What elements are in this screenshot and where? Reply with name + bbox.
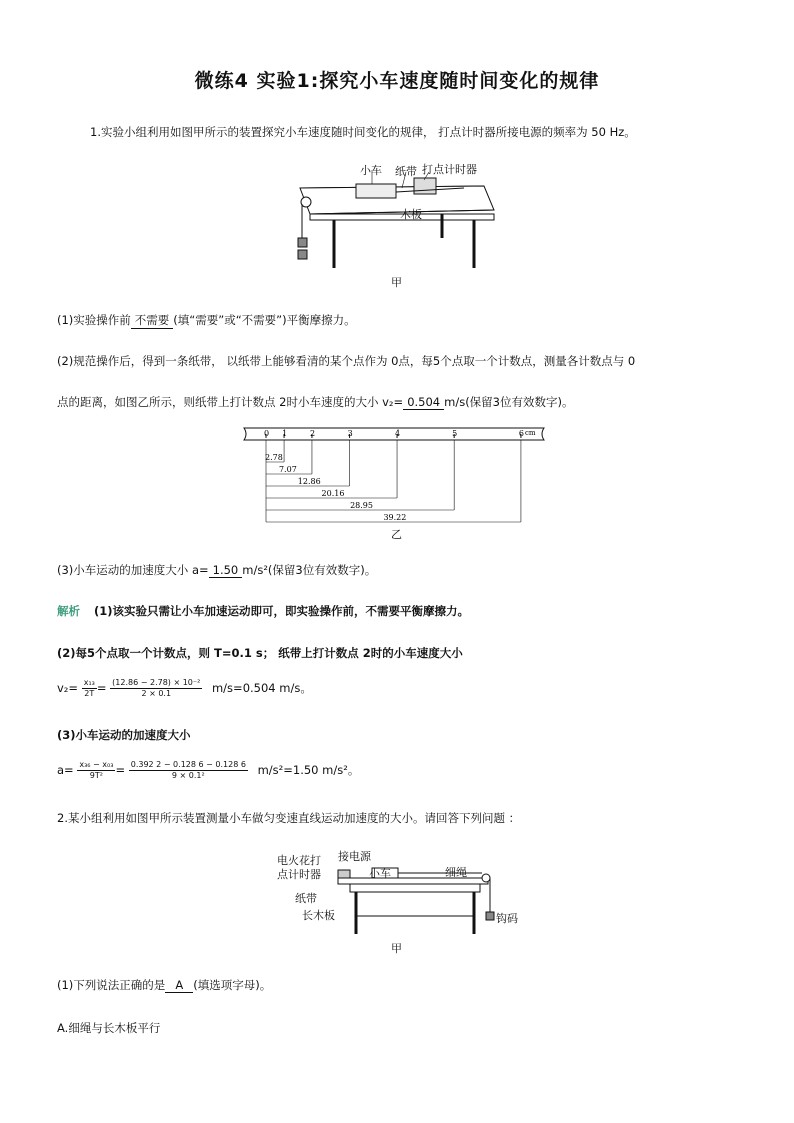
analysis-line3: (3)小车运动的加速度大小 (57, 728, 191, 742)
fig2-caption: 乙 (391, 528, 402, 541)
q1-part3-answer: 1.50 (209, 563, 243, 578)
q1-part2-line2: 点的距离，如图乙所示，则纸带上打计数点 2时小车速度的大小 v₂= 0.504 m/s(保留3位有效数字)。 (57, 395, 574, 409)
tape-tick-label-4: 4 (395, 429, 401, 438)
tape-tick-label-2: 2 (309, 429, 316, 438)
analysis-a-formula: a= $\frac{\text{x₃₆ − x₀₃}}{\text{9T²}}$ = $\frac{0.392 2 - 0.128 6 - 0.128 6}{\text{9 × 0.1²}}$ m/s²=1.50 m/s²。 (57, 760, 360, 780)
fig3-label-rope: 细绳 (445, 866, 467, 879)
analysis-line2: (2)每5个点取一个计数点，则 T=0.1 s； 纸带上打计数点 2时的小车速度大小 (57, 646, 463, 660)
fig3-caption: 甲 (391, 942, 402, 955)
analysis-line1: 解析 (1)该实验只需让小车加速运动即可，即实验操作前，不需要平衡摩擦力。 (57, 604, 470, 618)
q1-part2-line1: (2)规范操作后，得到一条纸带， 以纸带上能够看清的某个点作为 0点，每5个点取一个计数点，测量各计数点与 0 (57, 354, 636, 368)
q2-part1: (1)下列说法正确的是 A (填选项字母)。 (57, 978, 272, 992)
q1-part1: (1)实验操作前 不需要 (填“需要”或“不需要”)平衡摩擦力。 (57, 313, 356, 327)
page-title: 微练4 实验1:探究小车速度随时间变化的规律 (194, 70, 600, 92)
analysis-tag: 解析 (57, 604, 80, 618)
fig3-label-power: 接电源 (338, 850, 371, 863)
tape-dimension-label-5: 28.95 (350, 501, 373, 510)
fig3-label-board: 长木板 (302, 909, 335, 922)
fig1-label-board: 木板 (400, 208, 422, 221)
q2-intro: 2.某小组利用如图甲所示装置测量小车做匀变速直线运动加速度的大小。请回答下列问题 ： (57, 811, 521, 825)
q1-part3: (3)小车运动的加速度大小 a= 1.50 m/s²(保留3位有效数字)。 (57, 563, 377, 577)
fig1-label-tape: 纸带 (395, 165, 417, 178)
tape-tick-label-3: 3 (347, 429, 353, 438)
tape-dimension-label-1: 2.78 (265, 453, 283, 462)
q2-option-a: A.细绳与长木板平行 (57, 1021, 161, 1035)
fig1-label-car: 小车 (360, 164, 382, 177)
tape-tick-label-0: 0 (264, 429, 270, 438)
tape-tick-label-6: 6 (518, 429, 525, 438)
q2-part1-answer: A (165, 978, 193, 993)
fig1-label-timer: 打点计时器 (422, 163, 477, 176)
fig3-label-spark2: 点计时器 (277, 868, 321, 881)
fig3-label-tape: 纸带 (295, 892, 317, 905)
q1-figure-tape (240, 424, 550, 524)
fig3-label-spark: 电火花打 (277, 854, 321, 867)
q1-part1-answer: 不需要 (131, 312, 174, 329)
fig1-caption: 甲 (391, 276, 402, 289)
tape-dimension-label-2: 7.07 (278, 465, 297, 474)
analysis-v2-formula: v₂= $\frac{\text{x₁₃}}{2T}$ = $\frac{\text{(12.86 − 2.78) × 10⁻²}}{2 \times 0.1}$ m/s=0.504 m/s。 (57, 678, 312, 698)
q1-part2-answer: 0.504 (403, 395, 444, 410)
fig3-label-hook: 钩码 (496, 912, 518, 925)
tape-tick-label-5: 5 (452, 429, 458, 438)
tape-dimension-label-6: 39.22 (383, 513, 407, 522)
tape-dimension-label-3: 12.86 (297, 477, 321, 486)
q1-intro: 1.实验小组利用如图甲所示的装置探究小车速度随时间变化的规律， 打点计时器所接电源的频率为 50 Hz。 (90, 125, 636, 139)
fig3-label-car: 小车 (369, 867, 391, 880)
tape-dimension-label-4: 20.16 (321, 489, 345, 498)
tape-tick-label-1: 1 (282, 429, 288, 438)
tape-unit: cm (525, 429, 536, 437)
